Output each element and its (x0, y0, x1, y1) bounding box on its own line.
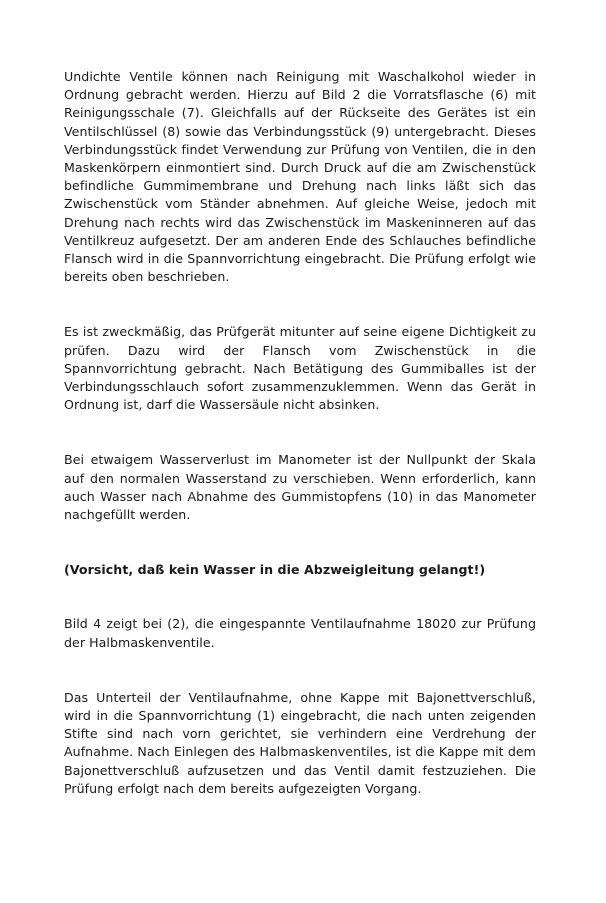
document-page (64, 68, 536, 798)
paragraph-valve-holder: Das Unterteil der Ventilaufnahme, ohne Kappe mit Bajonettverschluß, wird in die Spannvorrichtung (1) eingebracht, die nach unten zeigenden Stifte sind nach vorn gerichtet, sie verhindern eine Verdrehung der Aufnahme. Nach Einlegen des Halbmaskenventiles, ist die Kappe mit dem Bajonettverschluß aufzusetzen und das Ventil damit festzuziehen. Die Prüfung erfolgt nach dem bereits aufgezeigten Vorgang. (64, 689, 536, 796)
paragraph-valve-cleaning: Undichte Ventile können nach Reinigung mit Waschalkohol wieder in Ordnung gebracht werden. Hierzu auf Bild 2 die Vorratsflasche (6) mit Reinigungsschale (7). Gleichfalls auf der Rückseite des Gerätes ist ein Ventilschlüssel (8) sowie das Verbindungsstück (9) untergebracht. Dieses Verbindungsstück findet Verwendung zur Prüfung von Ventilen, die in den Maskenkörpern einmontiert sind. Durch Druck auf die am Zwischenstück befindliche Gummimembrane und Drehung nach links läßt sich das Zwischenstück vom Ständer abnehmen. Auf gleiche Weise, jedoch mit Drehung nach rechts wird das Zwischenstück im Maskeninneren auf das Ventilkreuz aufgesetzt. Der am anderen Ende des Schlauches befindliche Flansch wird in die Spannvorrichtung eingebracht. Die Prüfung erfolgt wie bereits oben beschrieben. (64, 69, 536, 285)
paragraph-figure-4: Bild 4 zeigt bei (2), die eingespannte Ventilaufnahme 18020 zur Prüfung der Halbmaskenventile. (64, 616, 536, 650)
paragraph-caution-note: (Vorsicht, daß kein Wasser in die Abzweigleitung gelangt!) (64, 562, 486, 578)
paragraph-water-loss: Bei etwaigem Wasserverlust im Manometer ist der Nullpunkt der Skala auf den normalen Wasserstand zu verschieben. Wenn erforderlich, kann auch Wasser nach Abnahme des Gummistopfens (10) in das Manometer nachgefüllt werden. (64, 452, 536, 523)
paragraph-self-test: Es ist zweckmäßig, das Prüfgerät mitunter auf seine eigene Dichtigkeit zu prüfen. Dazu wird der Flansch vom Zwischenstück in die Spannvorrichtung gebracht. Nach Betätigung des Gummiballes ist der Verbindungsschlauch sofort zusammenzuklemmen. Wenn das Gerät in Ordnung ist, darf die Wassersäule nicht absinken. (64, 324, 536, 413)
